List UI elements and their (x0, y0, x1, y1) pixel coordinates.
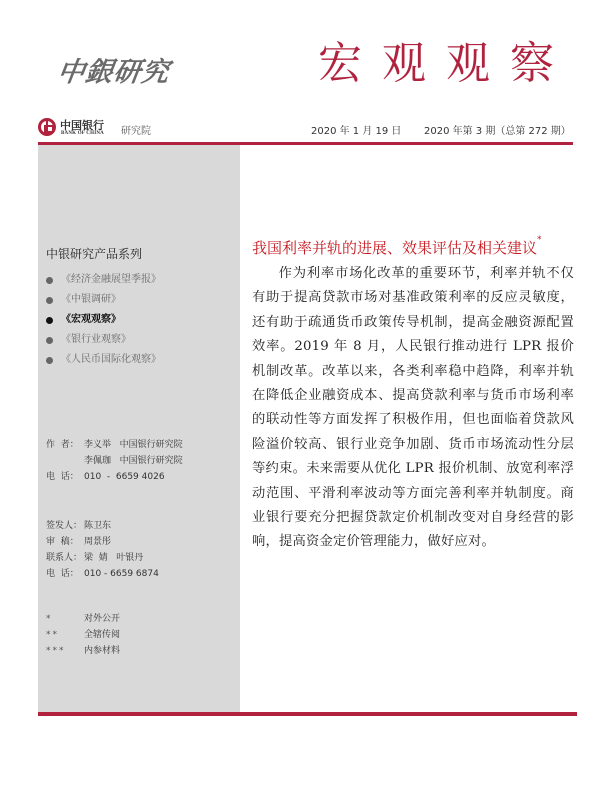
series-item-label: 《人民币国际化观察》 (61, 354, 161, 365)
article-title (252, 237, 542, 258)
classification-label: 全辖传阅 (84, 630, 121, 640)
meta-value: 周景彤 (84, 537, 112, 547)
author-info (46, 437, 183, 485)
meta-value: 010 - 6659 4026 (84, 472, 165, 482)
classification-label: 内参材料 (84, 646, 121, 656)
meta-value: 梁 婧 叶银丹 (84, 553, 144, 563)
meta-key: 审 稿： (46, 537, 79, 547)
meta-key: 作 者： (46, 440, 79, 450)
bullet-icon (46, 357, 53, 364)
footnote-marker[interactable]: * (537, 235, 542, 245)
meta-key (46, 453, 84, 469)
series-title: 中银研究产品系列 (46, 247, 143, 261)
star-icon: * (46, 614, 53, 624)
series-item-label: 《中银调研》 (61, 294, 121, 305)
series-item (46, 350, 161, 370)
series-item (46, 290, 161, 310)
author-row (46, 453, 183, 469)
classification-legend (46, 611, 120, 659)
star-icon: ** (46, 630, 59, 640)
issue-number: 2020 年第 3 期（总第 272 期） (424, 126, 571, 137)
star-icon: *** (46, 646, 66, 656)
phone-row (46, 469, 183, 485)
series-list (46, 270, 161, 370)
meta-key: 电 话： (46, 472, 79, 482)
classification-row (46, 643, 120, 659)
author-row (46, 437, 183, 453)
series-item-label: 《宏观观察》 (61, 314, 121, 325)
signer-row (46, 518, 159, 534)
article-title-text: 我国利率并轨的进展、效果评估及相关建议 (252, 239, 538, 257)
series-item-active (46, 310, 161, 330)
series-item (46, 270, 161, 290)
meta-value: 陈卫东 (84, 521, 112, 531)
meta-key: 签发人： (46, 521, 83, 531)
contact-row (46, 550, 159, 566)
logo-en-text: BANK OF CHINA (61, 131, 104, 136)
bullet-icon (46, 277, 53, 284)
logo-cn-text: 中国银行 (60, 119, 104, 132)
publication-title: 宏观观察 (318, 38, 574, 89)
phone-row (46, 566, 159, 582)
footer-divider (38, 712, 577, 716)
meta-value: 010 - 6659 6874 (84, 569, 159, 579)
series-item (46, 330, 161, 350)
series-item-label: 《银行业观察》 (61, 334, 131, 345)
bullet-icon (46, 297, 53, 304)
editorial-info (46, 518, 159, 582)
classification-row (46, 611, 120, 627)
brand-calligraphy-logo: 中銀研究 (55, 57, 172, 88)
classification-label: 对外公开 (84, 614, 121, 624)
article-abstract: 作为利率市场化改革的重要环节，利率并轨不仅有助于提高贷款市场对基准政策利率的反应灵敏度，还有助于疏通货币政策传导机制，提高金融资源配置效率。2019 年 8 月，人民银行推动进行 LPR 报价机制改革。改革以来，各类利率稳中趋降，利率并轨在降低企业融资成本、提高贷款利率与货币市场利率的联动性等方面发挥了积极作用，但也面临着贷款风险溢价较高、银行业竞争加剧、货币市场流动性分层等约束。未来需要从优化 LPR 报价机制、放宽利率浮动范围、平滑利率波动等方面完善利率并轨制度。商业银行要充分把握贷款定价机制改变对自身经营的影响，提高资金定价管理能力，做好应对。 (252, 266, 574, 550)
series-item-label: 《经济金融展望季报》 (61, 274, 161, 285)
meta-key: 电 话： (46, 569, 79, 579)
bullet-icon (46, 317, 53, 324)
meta-value: 李义举 中国银行研究院 (84, 440, 183, 450)
meta-key: 联系人： (46, 553, 83, 563)
bullet-icon (46, 337, 53, 344)
meta-value: 李佩珈 中国银行研究院 (84, 456, 183, 466)
publication-date: 2020 年 1 月 19 日 (311, 126, 402, 137)
classification-row (46, 627, 120, 643)
reviewer-row (46, 534, 159, 550)
bank-of-china-logo-icon (38, 118, 56, 136)
institute-label: 研究院 (121, 126, 151, 137)
